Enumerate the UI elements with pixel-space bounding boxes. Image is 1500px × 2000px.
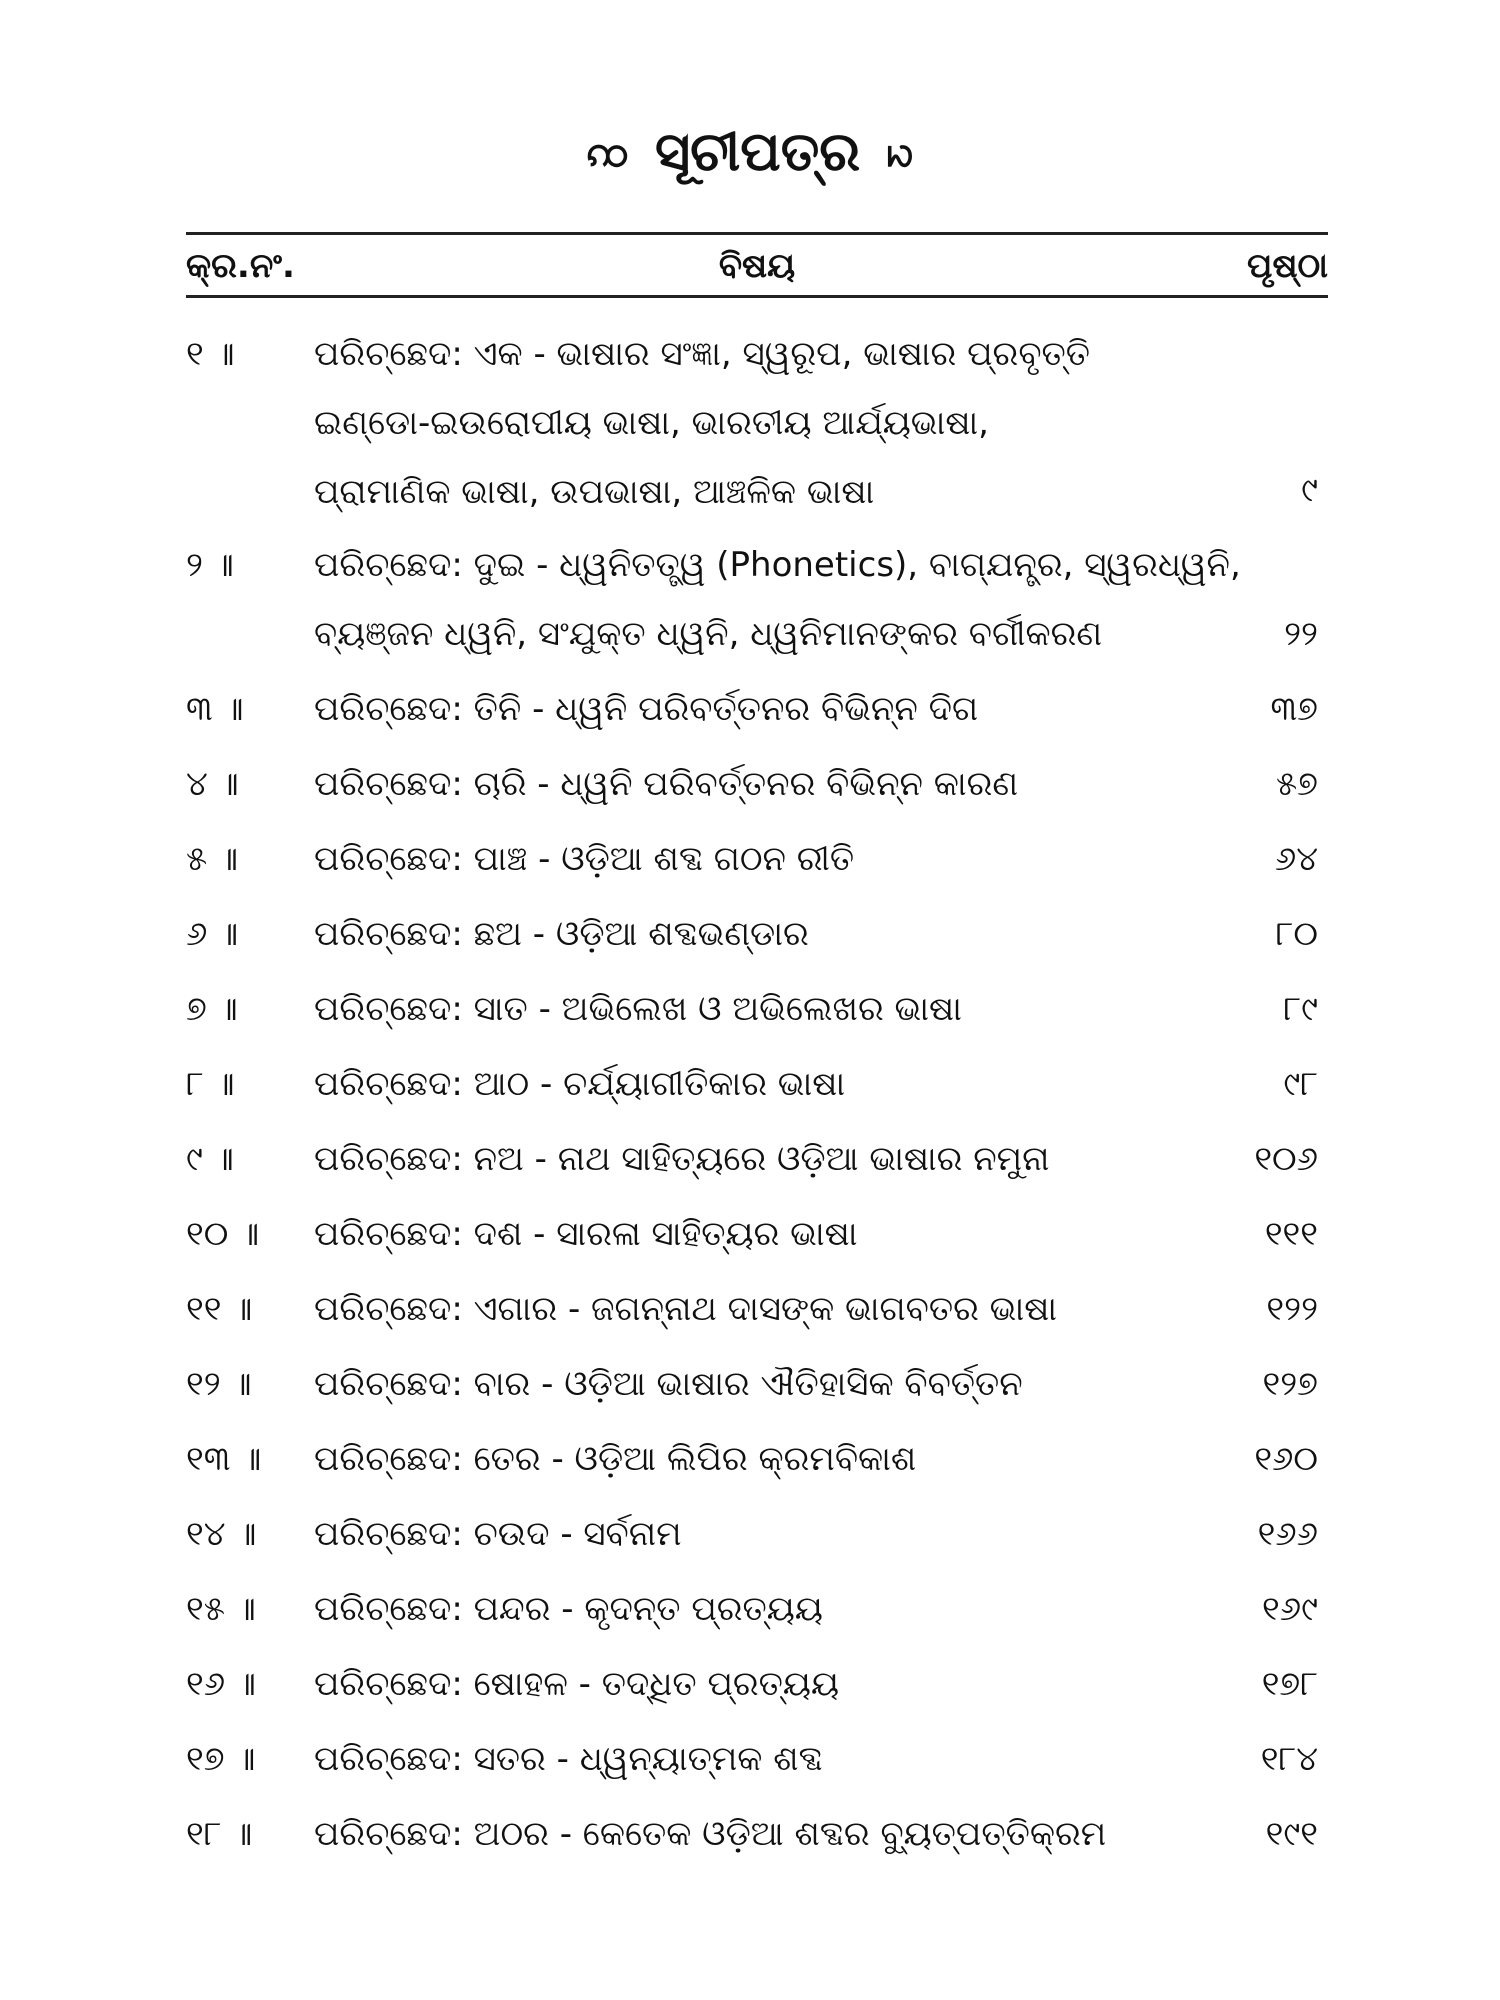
table-header: [186, 240, 1328, 292]
entry-number: ୧୩ ॥: [186, 1439, 262, 1479]
entry-page-number: ୩୭: [1270, 689, 1318, 729]
entry-number: ୩ ॥: [186, 689, 244, 729]
toc-entry: [186, 1500, 1328, 1575]
toc-entry: [186, 675, 1328, 750]
entry-number: ୧ ॥: [186, 334, 235, 374]
entry-number: ୮ ॥: [186, 1064, 235, 1104]
entry-subject: [314, 975, 1184, 1044]
entry-page-number: ୧୯୧: [1265, 1814, 1318, 1854]
entry-page-number: ୮୯: [1283, 989, 1318, 1029]
toc-entry: [186, 825, 1328, 900]
header-page: ପୃଷ୍ଠା: [1247, 246, 1328, 286]
header-serial: କ୍ର.ନଂ.: [186, 246, 295, 286]
entry-subject-line: ପରିଚ୍ଛେଦ: ଦୁଇ - ଧ୍ୱନିତତ୍ତ୍ୱ (Phonetics), ବାଗ୍‌ଯନ୍ତ୍ର, ସ୍ୱରଧ୍ୱନି,: [314, 545, 1241, 585]
entry-number: ୫ ॥: [186, 839, 239, 879]
entry-subject-line: ଇଣ୍ଡୋ-ଇଉରୋପୀୟ ଭାଷା, ଭାରତୀୟ ଆର୍ଯ୍ୟଭାଷା,: [314, 403, 989, 443]
entry-subject: [314, 900, 1184, 969]
entry-subject-line: ବ୍ୟଞ୍ଜନ ଧ୍ୱନି, ସଂଯୁକ୍ତ ଧ୍ୱନି, ଧ୍ୱନିମାନଙ୍କର ବର୍ଗୀକରଣ: [314, 614, 1103, 654]
entry-subject-line: ପରିଚ୍ଛେଦ: ତିନି - ଧ୍ୱନି ପରିବର୍ତ୍ତନର ବିଭିନ୍ନ ଦିଗ: [314, 689, 979, 729]
entry-number: ୧୪ ॥: [186, 1514, 257, 1554]
entry-number: ୯ ॥: [186, 1139, 234, 1179]
entry-number: ୧୨ ॥: [186, 1364, 252, 1404]
entry-number: ୧୮ ॥: [186, 1814, 253, 1854]
toc-entry: [186, 1275, 1328, 1350]
entry-subject: [314, 1500, 1184, 1569]
entry-subject-line: ପରିଚ୍ଛେଦ: ବାର - ଓଡ଼ିଆ ଭାଷାର ଐତିହାସିକ ବିବର୍ତ୍ତନ: [314, 1364, 1023, 1404]
entry-page-number: ୧୨୭: [1262, 1364, 1318, 1404]
entry-page-number: ୨୨: [1284, 614, 1318, 654]
right-ornament-icon: ꩢ: [886, 126, 914, 177]
entry-number: ୬ ॥: [186, 914, 239, 954]
toc-entry: [186, 750, 1328, 825]
entry-page-number: ୧୧୧: [1264, 1214, 1318, 1254]
entry-page-number: ୧୭୮: [1261, 1664, 1318, 1704]
entry-subject: [314, 320, 1184, 527]
toc-entry: [186, 320, 1328, 531]
entry-page-number: ୯: [1301, 470, 1318, 510]
left-ornament-icon: ꩡ: [586, 126, 629, 177]
entry-subject: [314, 1350, 1184, 1419]
entry-page-number: ୯୮: [1283, 1064, 1318, 1104]
entry-subject: [314, 1425, 1184, 1494]
toc-entry: [186, 975, 1328, 1050]
entry-subject-line: ପରିଚ୍ଛେଦ: ନଅ - ନାଥ ସାହିତ୍ୟରେ ଓଡ଼ିଆ ଭାଷାର ନମୁନା: [314, 1139, 1050, 1179]
entry-subject-line: ପରିଚ୍ଛେଦ: ଆଠ - ଚର୍ଯ୍ୟାଗୀତିକାର ଭାଷା: [314, 1064, 846, 1104]
entry-subject: [314, 1200, 1184, 1269]
entry-page-number: ୧୬୬: [1257, 1514, 1318, 1554]
entry-subject-line: ପରିଚ୍ଛେଦ: ଷୋହଳ - ତଦ୍ଧିତ ପ୍ରତ୍ୟୟ: [314, 1664, 840, 1704]
entry-subject-line: ପରିଚ୍ଛେଦ: ଦଶ - ସାରଳା ସାହିତ୍ୟର ଭାଷା: [314, 1214, 858, 1254]
entry-page-number: ୧୬୦: [1254, 1439, 1318, 1479]
entry-number: ୨ ॥: [186, 545, 234, 585]
entry-subject-line: ପରିଚ୍ଛେଦ: ଏକ - ଭାଷାର ସଂଜ୍ଞା, ସ୍ୱରୂପ, ଭାଷାର ପ୍ରବୃତ୍ତି: [314, 334, 1091, 374]
entry-number: ୧୫ ॥: [186, 1589, 256, 1629]
entry-number: ୪ ॥: [186, 764, 239, 804]
entry-subject-line: ପରିଚ୍ଛେଦ: ପାଞ୍ଚ - ଓଡ଼ିଆ ଶବ୍ଦ ଗଠନ ରୀତି: [314, 839, 855, 879]
entry-subject: [314, 675, 1184, 744]
entry-page-number: ୧୮୪: [1260, 1739, 1318, 1779]
entry-subject-line: ପରିଚ୍ଛେଦ: ପନ୍ଦର - କୃଦନ୍ତ ପ୍ରତ୍ୟୟ: [314, 1589, 823, 1629]
toc-entry: [186, 1800, 1328, 1875]
entry-subject: [314, 1275, 1184, 1344]
entry-subject: [314, 1725, 1184, 1794]
entry-subject-line: ପରିଚ୍ଛେଦ: ସାତ - ଅଭିଲେଖ ଓ ଅଭିଲେଖର ଭାଷା: [314, 989, 962, 1029]
toc-entry: [186, 1425, 1328, 1500]
entry-subject: [314, 1050, 1184, 1119]
entry-page-number: ୧୨୨: [1266, 1289, 1318, 1329]
entry-subject: [314, 531, 1241, 669]
entry-subject: [314, 750, 1184, 819]
entry-subject-line: ପ୍ରାମାଣିକ ଭାଷା, ଉପଭାଷା, ଆଞ୍ଚଳିକ ଭାଷା: [314, 472, 875, 512]
toc-entry: [186, 1050, 1328, 1125]
header-bottom-rule: [186, 295, 1328, 298]
toc-entry: [186, 1575, 1328, 1650]
entry-subject-line: ପରିଚ୍ଛେଦ: ତେର - ଓଡ଼ିଆ ଲିପିର କ୍ରମବିକାଶ: [314, 1439, 917, 1479]
entry-number: ୧୭ ॥: [186, 1739, 256, 1779]
entry-number: ୭ ॥: [186, 989, 238, 1029]
toc-entry: [186, 1350, 1328, 1425]
entry-page-number: ୧୦୬: [1254, 1139, 1318, 1179]
toc-entry: [186, 1650, 1328, 1725]
entry-subject-line: ପରିଚ୍ଛେଦ: ଛଅ - ଓଡ଼ିଆ ଶବ୍ଦଭଣ୍ଡାର: [314, 914, 809, 954]
header-top-rule: [186, 232, 1328, 235]
entry-number: ୧୧ ॥: [186, 1289, 253, 1329]
title-text: ସୂଚୀପତ୍ର: [654, 120, 861, 183]
entry-subject-line: ପରିଚ୍ଛେଦ: ଚଉଦ - ସର୍ବନାମ: [314, 1514, 682, 1554]
entry-page-number: ୬୪: [1274, 839, 1318, 879]
page-title: [0, 112, 1500, 192]
entry-subject: [314, 1650, 1184, 1719]
entry-subject: [314, 1800, 1184, 1869]
toc-entry: [186, 1125, 1328, 1200]
entry-subject: [314, 825, 1184, 894]
entry-page-number: ୮୦: [1275, 914, 1318, 954]
entry-page-number: ୫୭: [1275, 764, 1318, 804]
entry-number: ୧୬ ॥: [186, 1664, 256, 1704]
toc-entry: [186, 1725, 1328, 1800]
toc-entry: [186, 531, 1328, 675]
entry-subject-line: ପରିଚ୍ଛେଦ: ସତର - ଧ୍ୱନ୍ୟାତ୍ମକ ଶବ୍ଦ: [314, 1739, 823, 1779]
toc-entry: [186, 900, 1328, 975]
entry-page-number: ୧୬୯: [1262, 1589, 1318, 1629]
toc-entries: [186, 320, 1328, 1875]
entry-subject-line: ପରିଚ୍ଛେଦ: ଅଠର - କେତେକ ଓଡ଼ିଆ ଶବ୍ଦର ବ୍ୟୁତ୍ପତ୍ତିକ୍ରମ: [314, 1814, 1107, 1854]
entry-subject-line: ପରିଚ୍ଛେଦ: ଚାରି - ଧ୍ୱନି ପରିବର୍ତ୍ତନର ବିଭିନ୍ନ କାରଣ: [314, 764, 1019, 804]
entry-subject: [314, 1125, 1184, 1194]
entry-subject-line: ପରିଚ୍ଛେଦ: ଏଗାର - ଜଗନ୍ନାଥ ଦାସଙ୍କ ଭାଗବତର ଭାଷା: [314, 1289, 1058, 1329]
header-subject: ବିଷୟ: [718, 246, 796, 286]
entry-subject: [314, 1575, 1184, 1644]
toc-entry: [186, 1200, 1328, 1275]
entry-number: ୧୦ ॥: [186, 1214, 260, 1254]
